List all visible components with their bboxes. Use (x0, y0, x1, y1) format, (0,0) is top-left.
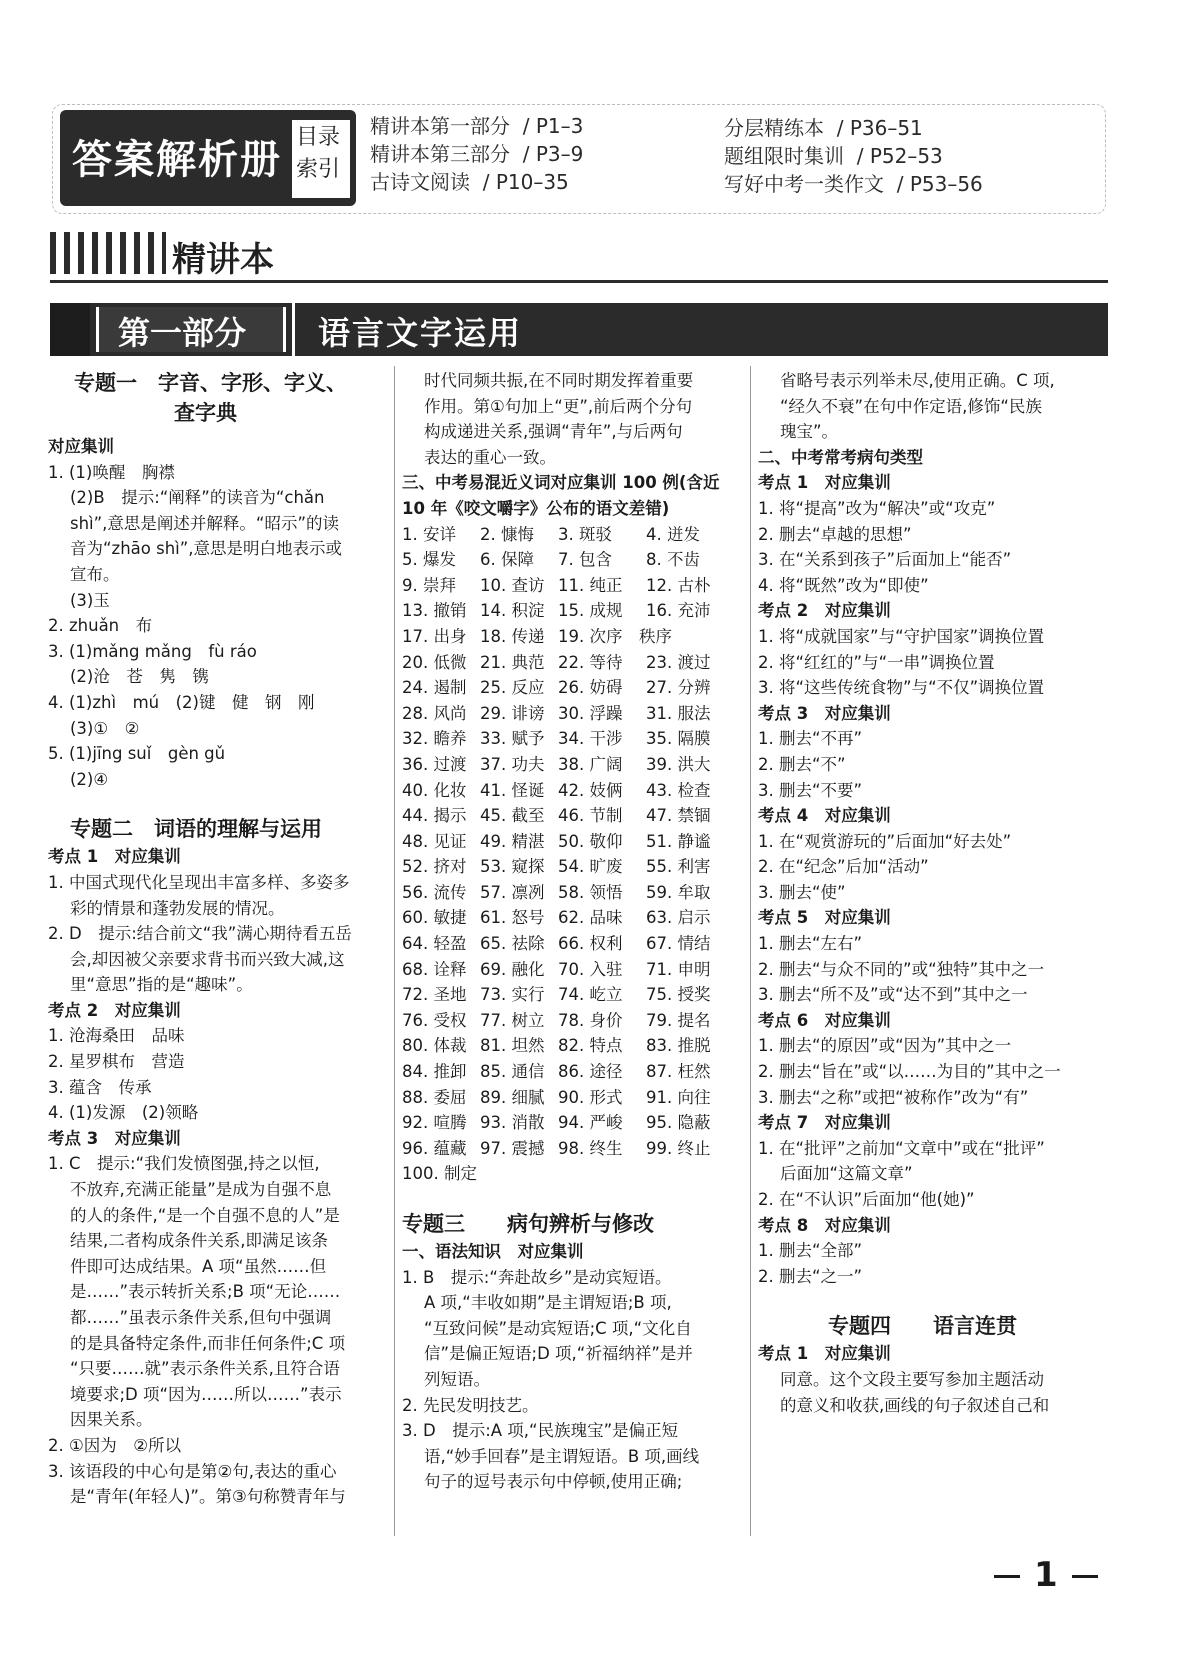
synonym-word: 59. 牟取 (646, 882, 711, 902)
synonym-word (480, 1161, 558, 1187)
synonym-word: 81. 坦然 (480, 1036, 545, 1056)
answer-line: 3. 删去“所不及”或“达不到”其中之一 (758, 985, 1028, 1005)
answer-line: 1. 删去“的原因”或“因为”其中之一 (758, 1036, 1012, 1056)
synonym-word: 13. 撤销 (402, 601, 467, 621)
point-heading: 考点 2 对应集训 (758, 601, 891, 621)
answer-line: 因果关系。 (70, 1410, 153, 1430)
answer-line: 2. zhuǎn 布 (48, 616, 153, 636)
synonym-word: 20. 低微 (402, 652, 467, 672)
point-heading: 考点 1 对应集训 (758, 1344, 891, 1364)
answer-line: 3. 在“关系到孩子”后面加上“能否” (758, 550, 1012, 570)
section-rule (50, 280, 1108, 283)
answer-line: 1. 将“成就国家”与“守护国家”调换位置 (758, 626, 1045, 646)
synonym-word: 28. 风尚 (402, 703, 467, 723)
answer-line: 2. 星罗棋布 营造 (48, 1052, 185, 1072)
synonym-word: 6. 保障 (480, 550, 534, 570)
point-heading: 考点 3 对应集训 (758, 703, 891, 723)
answer-line: 省略号表示列举未尽,使用正确。C 项, (780, 371, 1055, 390)
synonym-word: 36. 过渡 (402, 754, 467, 774)
synonym-word: 99. 终止 (646, 1138, 711, 1158)
answer-line: 后面加“这篇文章” (780, 1164, 913, 1184)
point-heading: 考点 1 对应集训 (758, 473, 891, 493)
page-number: 1 (1034, 1555, 1058, 1595)
answer-line: 3. 蕴含 传承 (48, 1077, 152, 1097)
answer-line: 构成递进关系,强调“青年”,与后两句 (424, 422, 683, 442)
point-heading: 考点 5 对应集训 (758, 908, 891, 928)
synonym-word: 19. 次序 秩序 (558, 626, 672, 646)
synonym-word: 4. 迸发 (646, 524, 700, 544)
column-3 (758, 368, 1108, 1418)
synonym-word: 79. 提名 (646, 1010, 711, 1030)
answer-line: 2. 删去“与众不同的”或“独特”其中之一 (758, 959, 1045, 979)
synonym-word: 12. 古朴 (646, 575, 711, 595)
synonym-word: 58. 领悟 (558, 882, 623, 902)
synonym-word: 43. 检查 (646, 780, 711, 800)
answer-line: 件即可达成结果。A 项“虽然……但 (70, 1256, 327, 1276)
synonym-word: 38. 广阔 (558, 754, 623, 774)
synonym-word: 27. 分辨 (646, 678, 711, 698)
synonym-word: 87. 枉然 (646, 1062, 711, 1082)
synonym-word: 11. 纯正 (558, 575, 623, 595)
synonym-word: 15. 成规 (558, 601, 623, 621)
synonym-word: 9. 崇拜 (402, 575, 456, 595)
synonym-word: 23. 渡过 (646, 652, 711, 672)
synonym-word: 29. 诽谤 (480, 703, 545, 723)
section-title: 精讲本 (172, 240, 274, 280)
page-number-dash (994, 1575, 1020, 1578)
answer-line: 1. 沧海桑田 品味 (48, 1026, 185, 1046)
index-entry[interactable]: 精讲本第三部分 / P3–9 (370, 142, 584, 166)
synonym-word: 61. 怒号 (480, 908, 545, 928)
synonym-word: 94. 严峻 (558, 1113, 623, 1133)
topic-heading: 专题四 语言连贯 (828, 1314, 1017, 1339)
answer-line: “经久不衰”在句中作定语,修饰“民族 (780, 396, 1042, 416)
synonym-word: 91. 向往 (646, 1087, 711, 1107)
part-label: 第一部分 (118, 314, 247, 352)
synonym-word: 35. 隔膜 (646, 729, 711, 749)
synonym-word: 68. 诠释 (402, 959, 467, 979)
answer-line: 2. 删去“卓越的思想” (758, 524, 912, 544)
answer-line: 1. (1)唤醒 胸襟 (48, 462, 175, 482)
answer-line: 2. 将“红红的”与“一串”调换位置 (758, 652, 995, 672)
book-title: 答案解析册 (72, 137, 282, 183)
synonym-word: 45. 截至 (480, 806, 545, 826)
synonym-word: 52. 挤对 (402, 857, 467, 877)
point-heading: 考点 6 对应集训 (758, 1010, 891, 1030)
subsection-heading: 一、语法知识 对应集训 (402, 1242, 584, 1261)
synonym-word: 83. 推脱 (646, 1036, 711, 1056)
synonym-word: 96. 蕴藏 (402, 1138, 467, 1158)
answer-line: 4. (1)zhì mú (2)键 健 钢 刚 (48, 692, 315, 712)
answer-line: 1. 在“观赏游玩的”后面加“好去处” (758, 831, 1012, 851)
synonym-word: 8. 不齿 (646, 550, 700, 570)
answer-line: 2. 删去“旨在”或“以……为目的”其中之一 (758, 1062, 1061, 1082)
answer-line: 同意。这个文段主要写参加主题活动 (780, 1369, 1044, 1389)
answer-line: 的人的条件,“是一个自强不息的人”是 (70, 1205, 340, 1225)
synonym-word: 57. 凛冽 (480, 882, 545, 902)
answer-line: 彩的情景和蓬勃发展的情况。 (70, 898, 285, 918)
synonym-word: 48. 见证 (402, 831, 467, 851)
answer-line: 1. 删去“左右” (758, 934, 863, 954)
point-heading: 考点 8 对应集训 (758, 1215, 891, 1235)
index-entry[interactable]: 写好中考一类作文 / P53–56 (724, 172, 983, 196)
synonym-word: 80. 体裁 (402, 1036, 467, 1056)
synonym-word: 54. 旷废 (558, 857, 623, 877)
synonym-word: 86. 途径 (558, 1062, 623, 1082)
synonym-word: 2. 慷悔 (480, 524, 534, 544)
point-heading: 考点 2 对应集训 (48, 1000, 181, 1020)
synonym-word-grid (402, 522, 740, 1187)
synonym-word: 46. 节制 (558, 806, 623, 826)
topic-heading: 专题二 词语的理解与运用 (70, 817, 322, 842)
point-heading: 考点 7 对应集训 (758, 1113, 891, 1133)
synonym-word: 70. 入驻 (558, 959, 623, 979)
answer-line: 2. 先民发明技艺。 (402, 1395, 539, 1415)
synonym-word: 18. 传递 (480, 626, 545, 646)
synonym-word: 49. 精湛 (480, 831, 545, 851)
synonym-word: 21. 典范 (480, 652, 545, 672)
synonym-word: 50. 敬仰 (558, 831, 623, 851)
answer-line: 3. D 提示:A 项,“民族瑰宝”是偏正短 (402, 1421, 679, 1441)
column-2 (402, 368, 740, 1495)
synonym-word: 90. 形式 (558, 1087, 623, 1107)
synonym-word: 42. 妓俩 (558, 780, 623, 800)
synonym-word: 78. 身价 (558, 1010, 623, 1030)
synonym-word: 67. 情结 (646, 934, 711, 954)
part-divider (292, 303, 295, 356)
synonym-word: 74. 屹立 (558, 985, 623, 1005)
answer-line: 结果,二者构成条件关系,即满足该条 (70, 1231, 328, 1251)
synonym-word: 41. 怪诞 (480, 780, 545, 800)
answer-line: 是……”表示转折关系;B 项“无论…… (70, 1282, 341, 1302)
synonym-word: 30. 浮躁 (558, 703, 623, 723)
index-entry[interactable]: 古诗文阅读 / P10–35 (370, 170, 569, 194)
answer-line: 2. 在“不认识”后面加“他(她)” (758, 1190, 975, 1209)
answer-line: 的是具备特定条件,而非任何条件;C 项 (70, 1333, 346, 1353)
synonym-word: 93. 消散 (480, 1113, 545, 1133)
synonym-word: 95. 隐蔽 (646, 1113, 711, 1133)
part-banner-left-block (50, 303, 90, 356)
drill-heading: 对应集训 (48, 437, 114, 456)
synonym-word: 1. 安详 (402, 524, 456, 544)
synonym-word: 98. 终生 (558, 1138, 623, 1158)
answer-line: 是“青年(年轻人)”。第③句称赞青年与 (70, 1487, 346, 1507)
synonym-word: 24. 遏制 (402, 678, 467, 698)
synonym-word: 32. 瞻养 (402, 729, 467, 749)
answer-line: 作用。第①句加上“更”,前后两个分句 (424, 396, 693, 416)
answer-line: 1. 删去“不再” (758, 729, 863, 749)
synonym-word: 56. 流传 (402, 882, 467, 902)
answer-line: 句子的逗号表示句中停顿,使用正确; (424, 1472, 683, 1492)
answer-line: 1. 在“批评”之前加“文章中”或在“批评” (758, 1138, 1045, 1158)
subsection-heading: 二、中考常考病句类型 (758, 447, 923, 467)
synonym-word: 40. 化妆 (402, 780, 467, 800)
answer-line: 3. 删去“使” (758, 882, 846, 902)
synonym-word: 44. 揭示 (402, 806, 467, 826)
answer-line: 1. 删去“全部” (758, 1241, 863, 1261)
synonym-word: 37. 功夫 (480, 754, 545, 774)
answer-line: 3. 该语段的中心句是第②句,表达的重心 (48, 1461, 337, 1481)
answer-line: 5. (1)jīng suǐ gèn gǔ (48, 744, 226, 764)
synonym-word: 69. 融化 (480, 959, 545, 979)
answer-line: (3)① ② (70, 718, 140, 738)
answer-line: 都……”虽表示条件关系,但句中强调 (70, 1308, 332, 1327)
synonym-word: 84. 推卸 (402, 1062, 467, 1082)
synonym-word: 75. 授奖 (646, 985, 711, 1005)
answer-line: (2)沧 苍 隽 镌 (70, 667, 209, 687)
answer-line: 4. 将“既然”改为“即使” (758, 575, 929, 595)
synonym-word: 16. 充沛 (646, 601, 711, 621)
answer-line: 音为“zhāo shì”,意思是明白地表示或 (70, 539, 343, 559)
answer-line: (3)玉 (70, 590, 110, 610)
synonym-word: 31. 服法 (646, 703, 711, 723)
logo-sub-line1: 目录 (296, 125, 341, 150)
synonym-word: 25. 反应 (480, 678, 545, 698)
synonym-word: 26. 妨碍 (558, 678, 623, 698)
synonym-word: 62. 品味 (558, 908, 623, 928)
synonym-word: 73. 实行 (480, 985, 545, 1005)
synonym-word: 5. 爆发 (402, 550, 456, 570)
point-heading: 考点 4 对应集训 (758, 806, 891, 826)
synonym-word: 51. 静谧 (646, 831, 711, 851)
answer-line: 不放弃,充满正能量”是成为自强不息 (70, 1180, 332, 1200)
topic-heading: 专题一 字音、字形、字义、 (74, 371, 347, 395)
subsection-heading: 10 年《咬文嚼字》公布的语文差错) (402, 498, 670, 518)
part-title: 语言文字运用 (318, 314, 523, 352)
synonym-word: 66. 权利 (558, 934, 623, 954)
synonym-word: 77. 树立 (480, 1010, 545, 1030)
answer-line: 3. 删去“不要” (758, 780, 863, 800)
synonym-word: 85. 通信 (480, 1062, 545, 1082)
answer-line: 1. 中国式现代化呈现出丰富多样、多姿多 (48, 872, 350, 892)
synonym-word: 100. 制定 (402, 1164, 477, 1184)
answer-line: 2. 删去“之一” (758, 1266, 863, 1286)
synonym-word: 17. 出身 (402, 626, 467, 646)
synonym-word: 55. 利害 (646, 857, 711, 877)
column-1 (48, 368, 388, 1510)
answer-line: 1. B 提示:“奔赴故乡”是动宾短语。 (402, 1267, 672, 1287)
index-entry[interactable]: 题组限时集训 / P52–53 (724, 144, 943, 168)
subsection-heading: 三、中考易混近义词对应集训 100 例(含近 (402, 473, 720, 493)
answer-line: 的意义和收获,画线的句子叙述自己和 (780, 1395, 1050, 1415)
answer-line: 境要求;D 项“因为……所以……”表示 (70, 1384, 342, 1404)
logo-sub-line2: 索引 (296, 157, 341, 182)
synonym-word: 7. 包含 (558, 550, 612, 570)
synonym-word: 33. 赋予 (480, 729, 545, 749)
answer-line: 语,“妙手回春”是主谓短语。B 项,画线 (424, 1446, 700, 1466)
synonym-word: 82. 特点 (558, 1036, 623, 1056)
answer-line: shì”,意思是阐述并解释。“昭示”的读 (70, 513, 340, 533)
answer-line: 2. 删去“不” (758, 754, 846, 774)
answer-line: 信”是偏正短语;D 项,“祈福纳祥”是并 (424, 1344, 693, 1364)
synonym-word: 65. 祛除 (480, 934, 545, 954)
answer-line: (2)B 提示:“阐释”的读音为“chǎn (70, 488, 325, 508)
synonym-word: 71. 申明 (646, 959, 711, 979)
answer-line: 3. (1)mǎng mǎng fù ráo (48, 641, 257, 661)
synonym-word: 64. 轻盈 (402, 934, 467, 954)
answer-line: 会,却因被父亲要求背书而兴致大减,这 (70, 949, 345, 969)
synonym-word (558, 1161, 646, 1187)
synonym-word: 3. 斑驳 (558, 524, 612, 544)
synonym-word: 53. 窥探 (480, 857, 545, 877)
answer-line: 2. ①因为 ②所以 (48, 1435, 182, 1455)
answer-line: A 项,“丰收如期”是主谓短语;B 项, (424, 1293, 672, 1313)
synonym-word: 14. 积淀 (480, 601, 545, 621)
answer-line: 2. D 提示:结合前文“我”满心期待看五岳 (48, 924, 352, 944)
answer-line: 1. 将“提高”改为“解决”或“攻克” (758, 498, 996, 518)
answer-line: 表达的重心一致。 (424, 447, 556, 467)
answer-line: “互致问候”是动宾短语;C 项,“文化自 (424, 1318, 692, 1338)
synonym-word: 97. 震撼 (480, 1138, 545, 1158)
answer-line: 4. (1)发源 (2)领略 (48, 1103, 199, 1123)
column-divider (394, 366, 395, 1536)
synonym-word: 63. 启示 (646, 908, 711, 928)
synonym-word: 47. 禁锢 (646, 806, 711, 826)
synonym-word: 72. 圣地 (402, 985, 467, 1005)
answer-line: 3. 删去“之称”或把“被称作”改为“有” (758, 1087, 1029, 1107)
answer-line: 3. 将“这些传统食物”与“不仅”调换位置 (758, 678, 1045, 698)
index-entry[interactable]: 分层精练本 / P36–51 (724, 116, 923, 140)
answer-line: 时代同频共振,在不同时期发挥着重要 (424, 371, 694, 390)
synonym-word: 34. 干涉 (558, 729, 623, 749)
answer-line: 列短语。 (424, 1369, 490, 1389)
point-heading: 考点 3 对应集训 (48, 1128, 181, 1148)
topic-heading: 专题三 病句辨析与修改 (402, 1212, 654, 1236)
synonym-word: 76. 受权 (402, 1010, 467, 1030)
answer-line: 宣布。 (70, 564, 120, 584)
answer-line: 里“意思”指的是“趣味”。 (70, 975, 253, 995)
point-heading: 考点 1 对应集训 (48, 847, 181, 867)
answer-line: 1. C 提示:“我们发愤图强,持之以恒, (48, 1154, 320, 1174)
synonym-word: 88. 委屈 (402, 1087, 467, 1107)
answer-line: 瑰宝”。 (780, 422, 839, 442)
index-entry[interactable]: 精讲本第一部分 / P1–3 (370, 114, 584, 138)
answer-line: 2. 在“纪念”后加“活动” (758, 857, 929, 877)
synonym-word: 39. 洪大 (646, 754, 711, 774)
topic-heading: 查字典 (174, 401, 237, 425)
answer-line: “只要……就”表示条件关系,且符合语 (70, 1359, 340, 1379)
synonym-word: 22. 等待 (558, 652, 623, 672)
page-number-dash (1072, 1575, 1098, 1578)
answer-line: (2)④ (70, 769, 109, 789)
synonym-word (646, 1161, 730, 1187)
synonym-word: 10. 查访 (480, 575, 545, 595)
synonym-word: 92. 喧腾 (402, 1113, 467, 1133)
column-divider (750, 366, 751, 1536)
synonym-word: 60. 敏捷 (402, 908, 467, 928)
synonym-word: 89. 细腻 (480, 1087, 545, 1107)
